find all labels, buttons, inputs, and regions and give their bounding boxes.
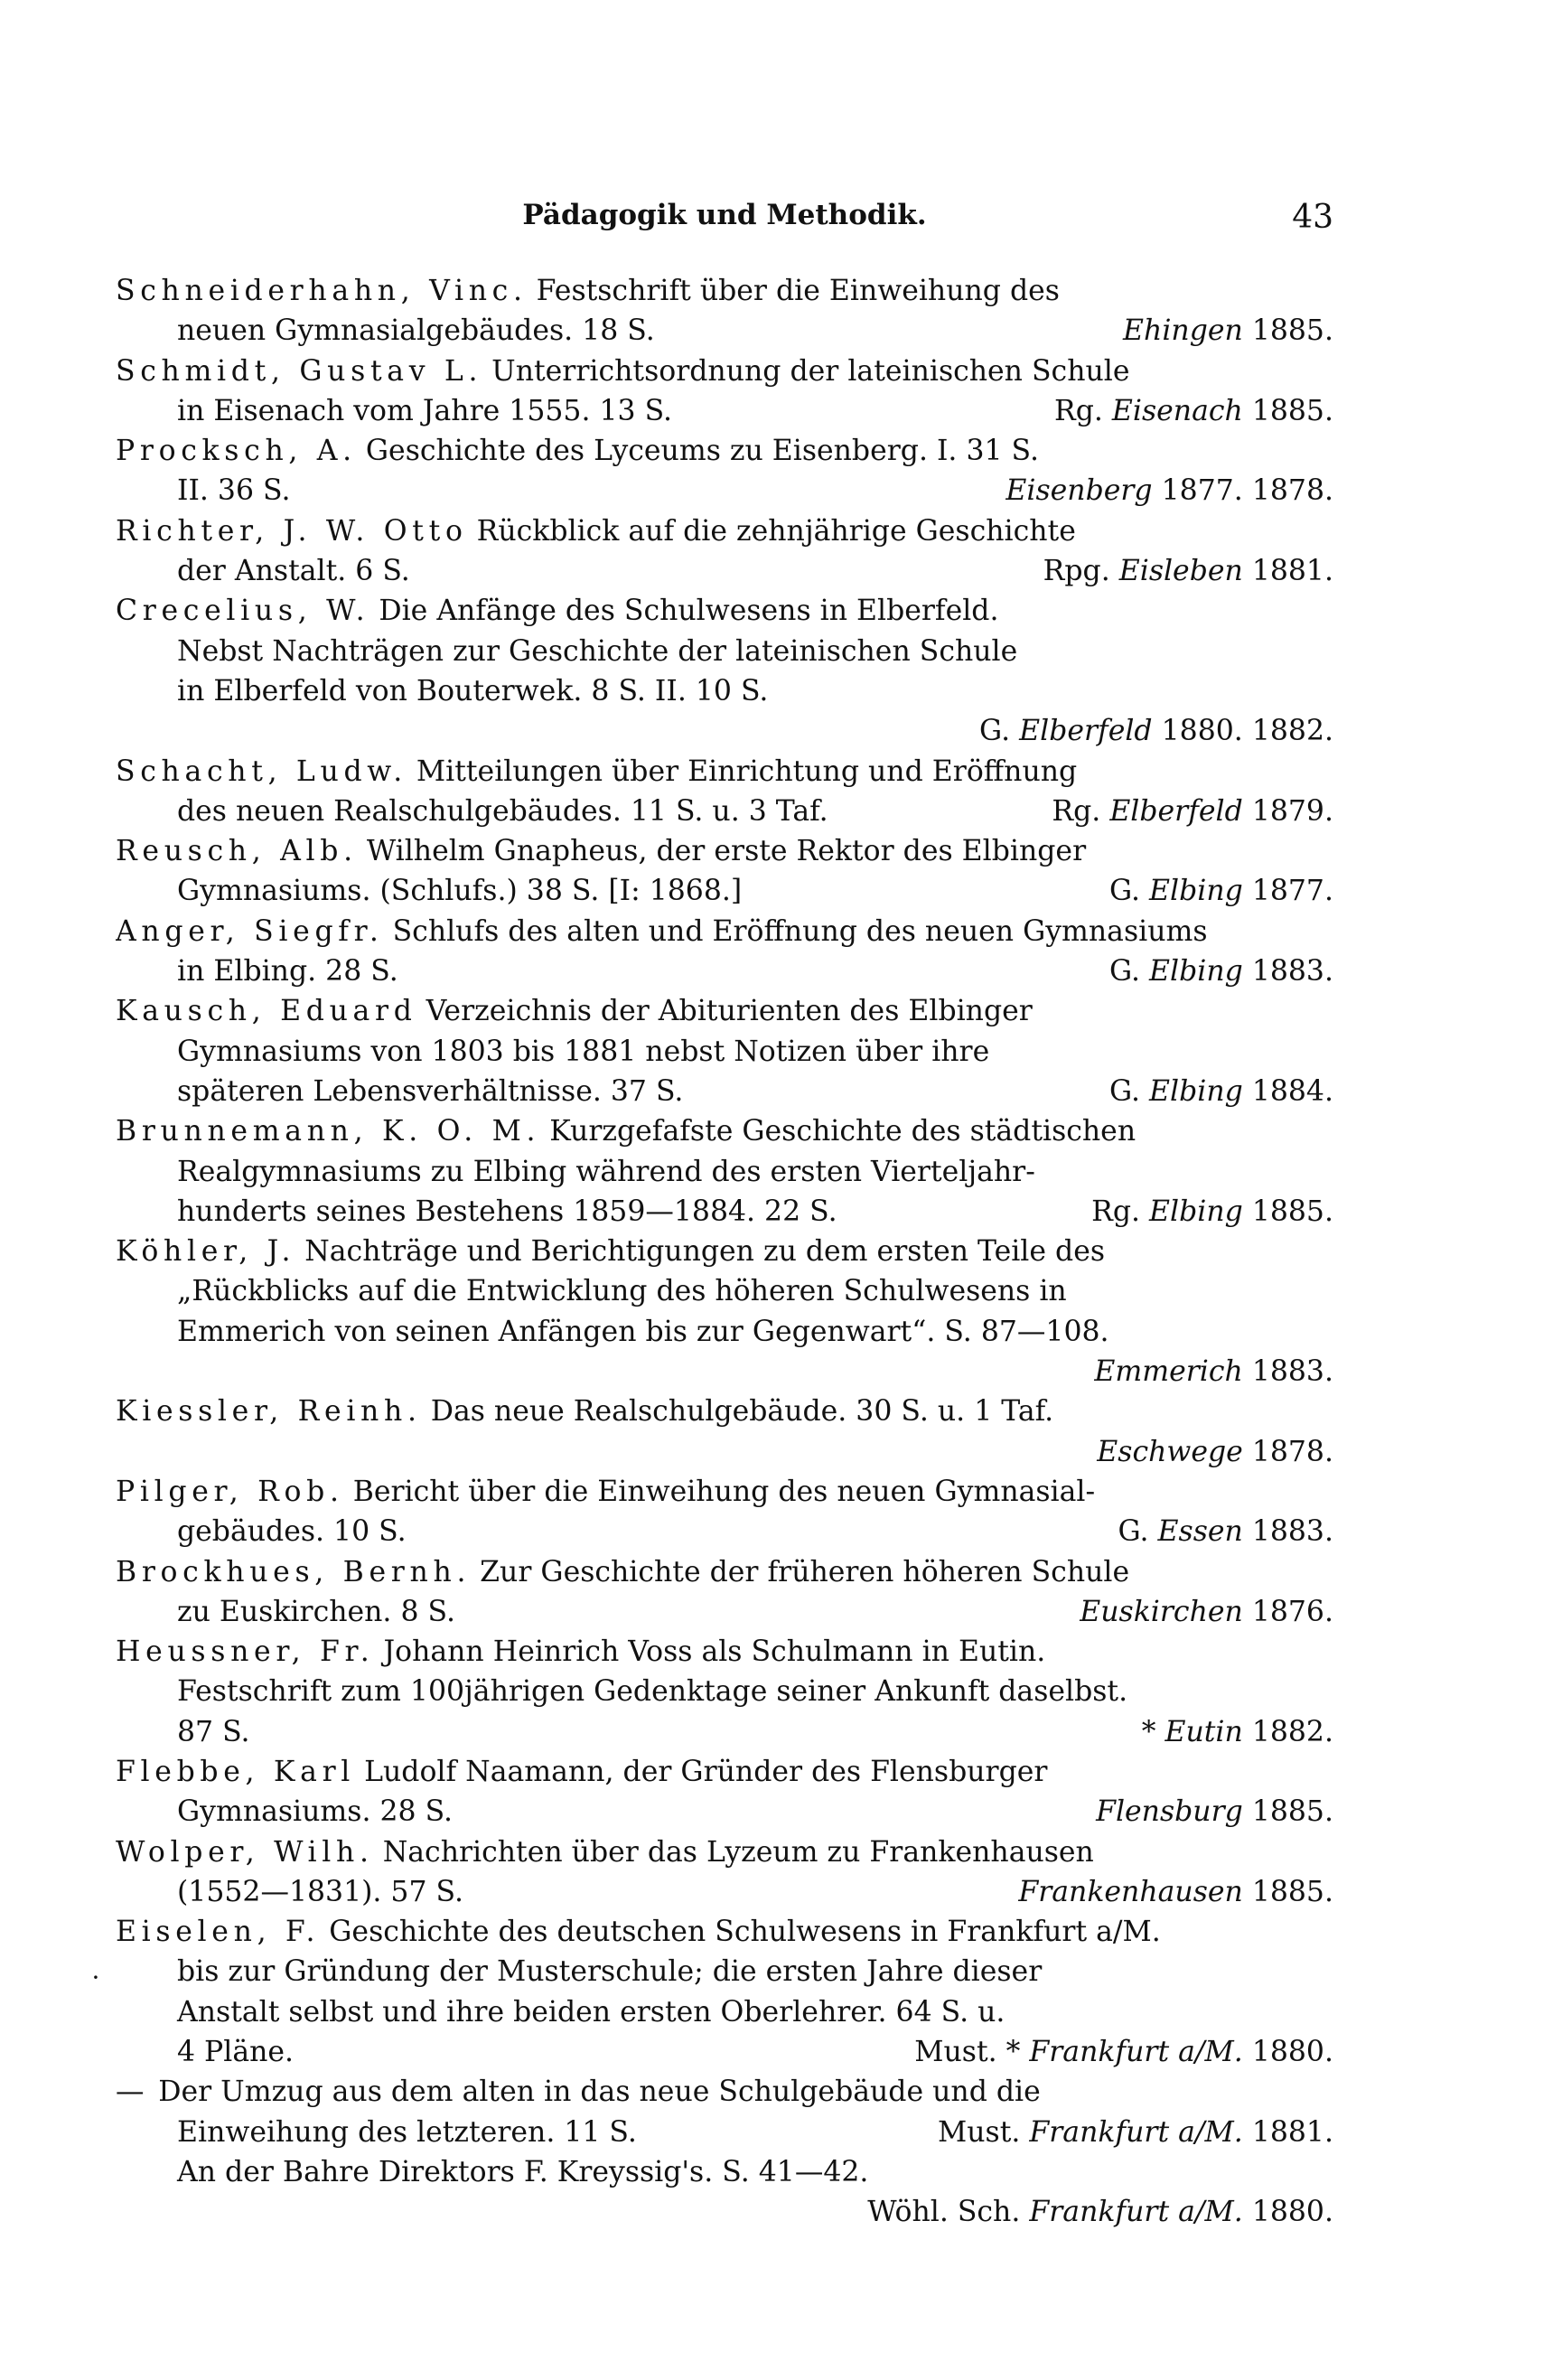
entry-first-line: [116, 1472, 1333, 1512]
entry-city: Elbing: [1149, 875, 1243, 908]
entry-continuation-line: [116, 1312, 1333, 1352]
entry-title: Die Anfänge des Schulwesens in Elberfeld.: [379, 595, 999, 628]
entry-author: Procksch, A.: [116, 435, 357, 468]
entry-year: 1877. 1878.: [1161, 474, 1333, 508]
page-number: 43: [1292, 199, 1333, 236]
entry-continuation-line: [116, 632, 1333, 671]
entry-title: Geschichte des Lyceums zu Eisenberg. I. 31 S.: [365, 435, 1040, 468]
entry-continuation-line: [116, 2192, 1333, 2232]
entry-author: Anger, Siegfr.: [116, 914, 384, 948]
entry-text: „Rückblicks auf die Entwicklung des höheren Schulwesens in: [177, 1275, 1067, 1308]
entry-source: [1142, 1712, 1333, 1752]
entry-city: Essen: [1157, 1515, 1243, 1549]
entry-author: Brunnemann, K. O. M.: [116, 1115, 541, 1148]
entry-continuation-line: [116, 391, 1333, 431]
school-type: G.: [1108, 955, 1141, 989]
entry-title: Rückblick auf die zehnjährige Geschichte: [476, 514, 1076, 548]
entry-author: Flebbe, Karl: [116, 1755, 356, 1788]
entry-text: in Elbing. 28 S.: [177, 955, 398, 989]
school-type: G.: [1108, 1074, 1141, 1108]
entry-source: [1005, 471, 1333, 511]
entry-first-line: [116, 1111, 1333, 1151]
entry-source: [1094, 1352, 1333, 1391]
school-type: G.: [1118, 1515, 1149, 1549]
entry-city: Ehingen: [1123, 314, 1243, 348]
entry-year: 1885.: [1251, 314, 1333, 348]
entry-continuation-line: [116, 1712, 1333, 1752]
entry-text: II. 36 S.: [177, 474, 291, 508]
entry-city: Elberfeld: [1019, 715, 1153, 748]
entry-source: [1109, 871, 1333, 911]
entry-source: [1097, 1432, 1333, 1472]
entry-first-line: [116, 2072, 1333, 2112]
entry-city: Frankfurt a/M.: [1029, 2115, 1243, 2149]
entry-first-line: [116, 1391, 1333, 1431]
entry-source: [1123, 311, 1333, 351]
entry-text: Festschrift zum 100jährigen Gedenktage seiner Ankunft daselbst.: [177, 1675, 1128, 1709]
entry-source: [979, 711, 1333, 751]
entry-author: Köhler, J.: [116, 1235, 296, 1269]
entry-year: 1881.: [1251, 555, 1333, 588]
entry-year: 1879.: [1251, 794, 1333, 828]
entry-year: 1880.: [1251, 2196, 1333, 2229]
entry-author: Pilger, Rob.: [116, 1475, 344, 1508]
entry-title: Wilhelm Gnapheus, der erste Rektor des Elbinger: [366, 835, 1087, 868]
entry-first-line: [116, 351, 1333, 391]
school-type: Rg.: [1052, 794, 1101, 828]
bibliography-entry: [116, 2152, 1333, 2233]
bibliography-entry: [116, 271, 1333, 351]
entry-city: Eisenberg: [1005, 474, 1153, 508]
school-type: Wöhl. Sch.: [867, 2196, 1021, 2229]
entry-year: 1883.: [1251, 1515, 1333, 1549]
entry-continuation-line: [116, 671, 1333, 711]
entry-author: Heussner, Fr.: [116, 1635, 375, 1669]
bibliography-entry: [116, 1232, 1333, 1391]
entry-author: Wolper, Wilh.: [116, 1835, 374, 1869]
school-type: Rpg.: [1043, 555, 1110, 588]
entry-first-line: [116, 831, 1333, 871]
entry-source: [938, 2113, 1333, 2152]
entry-title: Mitteilungen über Einrichtung und Eröffnung: [416, 754, 1078, 788]
entry-text: Nebst Nachträgen zur Geschichte der lateinischen Schule: [177, 634, 1018, 668]
bibliography-entry: [116, 2072, 1333, 2152]
entry-text: 4 Pläne.: [177, 2036, 295, 2069]
entry-first-line: [116, 1632, 1333, 1672]
entry-city: Eisenach: [1111, 394, 1243, 427]
bibliography-entry: [116, 1111, 1333, 1232]
entry-continuation-line: [116, 551, 1333, 591]
school-type: *: [1141, 1715, 1156, 1748]
entry-text: späteren Lebensverhältnisse. 37 S.: [177, 1074, 684, 1108]
entry-title: Verzeichnis der Abiturienten des Elbinger: [426, 995, 1033, 1028]
entry-first-line: [116, 1912, 1333, 1952]
entry-year: 1885.: [1251, 1195, 1333, 1228]
entry-city: Euskirchen: [1080, 1595, 1243, 1628]
bibliography-entry: [116, 1552, 1333, 1633]
entry-first-line: [116, 991, 1333, 1031]
entry-year: 1883.: [1251, 955, 1333, 989]
bibliography-entry: [116, 1912, 1333, 2072]
entry-year: 1885.: [1251, 1875, 1333, 1908]
entry-author: Richter, J. W. Otto: [116, 514, 468, 548]
entry-text: bis zur Gründung der Musterschule; die ersten Jahre dieser: [177, 1955, 1043, 1989]
entry-city: Elbing: [1149, 1195, 1243, 1228]
entry-continuation-line: [116, 471, 1333, 511]
bibliography-entry: [116, 1832, 1333, 1913]
school-type: Rg.: [1091, 1195, 1141, 1228]
entry-continuation-line: [116, 1432, 1333, 1472]
entry-text: (1552—1831). 57 S.: [177, 1875, 463, 1908]
entry-continuation-line: [116, 1592, 1333, 1632]
entry-title: Johann Heinrich Voss als Schulmann in Eutin.: [383, 1635, 1046, 1669]
entry-continuation-line: [116, 1032, 1333, 1072]
entry-city: Emmerich: [1094, 1355, 1243, 1389]
entry-text: des neuen Realschulgebäudes. 11 S. u. 3 Taf.: [177, 794, 828, 828]
entry-city: Frankfurt a/M.: [1029, 2036, 1243, 2069]
entry-text: Gymnasiums. (Schlufs.) 38 S. [I: 1868.]: [177, 875, 743, 908]
entry-city: Frankfurt a/M.: [1029, 2196, 1243, 2229]
bibliography-entry: [116, 431, 1333, 511]
bibliography-entry: [116, 1472, 1333, 1552]
entry-first-line: [116, 511, 1333, 551]
entry-continuation-line: [116, 1352, 1333, 1391]
entry-text: gebäudes. 10 S.: [177, 1515, 407, 1549]
entry-city: Frankenhausen: [1018, 1875, 1243, 1908]
entry-source: [1052, 792, 1333, 831]
entry-title: Festschrift über die Einweihung des: [536, 275, 1060, 307]
bibliography-entry: [116, 591, 1333, 751]
entry-title: Das neue Realschulgebäude. 30 S. u. 1 Taf.: [430, 1395, 1054, 1429]
entry-author: Brockhues, Bernh.: [116, 1555, 472, 1588]
school-type: G.: [979, 715, 1011, 748]
entry-source: [1080, 1592, 1333, 1632]
page-header: [116, 199, 1333, 246]
entry-year: 1884.: [1251, 1074, 1333, 1108]
entry-title: Der Umzug aus dem alten in das neue Schulgebäude und die: [158, 2075, 1041, 2109]
entry-continuation-line: [116, 711, 1333, 751]
entry-continuation-line: [116, 1992, 1333, 2032]
entry-continuation-line: [116, 1872, 1333, 1912]
entry-text: Anstalt selbst und ihre beiden ersten Oberlehrer. 64 S. u.: [177, 1995, 1005, 2029]
entry-first-line: [116, 2152, 1333, 2192]
margin-mark: ·: [91, 1963, 100, 1992]
entry-continuation-line: [116, 951, 1333, 991]
entry-text: Emmerich von seinen Anfängen bis zur Gegenwart“. S. 87—108.: [177, 1315, 1109, 1348]
school-type: G.: [1108, 875, 1141, 908]
entry-author: Schacht, Ludw.: [116, 754, 407, 788]
entry-first-line: [116, 591, 1333, 631]
entry-continuation-line: [116, 1952, 1333, 1991]
entry-text: 87 S.: [177, 1715, 250, 1748]
entry-title: Ludolf Naamann, der Gründer des Flensburger: [364, 1755, 1048, 1788]
entry-source: [1054, 391, 1333, 431]
entry-source: [914, 2032, 1333, 2072]
entry-text: in Eisenach vom Jahre 1555. 13 S.: [177, 394, 673, 427]
entry-text: Gymnasiums von 1803 bis 1881 nebst Notizen über ihre: [177, 1035, 990, 1068]
entry-source: [1118, 1512, 1333, 1551]
entry-continuation-line: [116, 2032, 1333, 2072]
bibliography-entry: [116, 752, 1333, 832]
entry-city: Elbing: [1149, 955, 1243, 989]
bibliography-entry: [116, 831, 1333, 912]
entry-title: Bericht über die Einweihung des neuen Gymnasial-: [352, 1475, 1096, 1508]
school-type: Must.: [937, 2115, 1021, 2149]
entry-title: An der Bahre Direktors F. Kreyssig's. S. 41—42.: [177, 2155, 869, 2188]
entry-text: Gymnasiums. 28 S.: [177, 1795, 454, 1829]
entry-city: Eisleben: [1118, 555, 1243, 588]
bibliography-entry: [116, 1632, 1333, 1752]
entry-continuation-line: [116, 2113, 1333, 2152]
entry-continuation-line: [116, 1512, 1333, 1551]
bibliography-entry: [116, 912, 1333, 992]
entry-city: Eutin: [1164, 1715, 1243, 1748]
entry-continuation-line: [116, 1192, 1333, 1232]
entry-continuation-line: [116, 1072, 1333, 1111]
entry-source: [1109, 1072, 1333, 1111]
entry-author: Reusch, Alb.: [116, 835, 358, 868]
entry-continuation-line: [116, 1672, 1333, 1711]
entry-title: Schlufs des alten und Eröffnung des neuen Gymnasiums: [392, 914, 1208, 948]
entry-source: [1096, 1792, 1333, 1832]
school-type: Must. *: [914, 2036, 1021, 2069]
entry-continuation-line: [116, 1792, 1333, 1832]
entry-year: 1878.: [1251, 1435, 1333, 1468]
entry-year: 1877.: [1251, 875, 1333, 908]
entry-year: 1882.: [1251, 1715, 1333, 1748]
entry-text: neuen Gymnasialgebäudes. 18 S.: [177, 314, 655, 348]
school-type: Rg.: [1054, 394, 1103, 427]
entry-title: Nachträge und Berichtigungen zu dem ersten Teile des: [304, 1235, 1106, 1269]
entry-continuation-line: [116, 1271, 1333, 1311]
entry-first-line: [116, 752, 1333, 792]
entry-source: [1091, 1192, 1333, 1232]
entry-source: [1043, 551, 1333, 591]
bibliography-list: [116, 271, 1333, 2233]
entry-text: der Anstalt. 6 S.: [177, 555, 410, 588]
entry-first-line: [116, 271, 1333, 311]
entry-continuation-line: [116, 311, 1333, 351]
entry-first-line: [116, 1552, 1333, 1592]
entry-year: 1880. 1882.: [1161, 715, 1333, 748]
bibliography-entry: [116, 991, 1333, 1111]
entry-year: 1883.: [1251, 1355, 1333, 1389]
entry-author: Schmidt, Gustav L.: [116, 354, 483, 388]
entry-title: Nachrichten über das Lyzeum zu Frankenhausen: [382, 1835, 1094, 1869]
entry-continuation-line: [116, 1152, 1333, 1192]
bibliography-entry: [116, 511, 1333, 592]
entry-first-line: [116, 1752, 1333, 1792]
entry-continuation-line: [116, 871, 1333, 911]
bibliography-entry: [116, 351, 1333, 432]
entry-year: 1885.: [1251, 394, 1333, 427]
running-head: Pädagogik und Methodik.: [522, 199, 927, 231]
entry-author: Crecelius, W.: [116, 595, 370, 628]
entry-source: [1109, 951, 1333, 991]
entry-year: 1885.: [1251, 1795, 1333, 1829]
entry-title: Kurzgefafste Geschichte des städtischen: [549, 1115, 1136, 1148]
bibliography-entry: [116, 1391, 1333, 1472]
entry-city: Elbing: [1149, 1074, 1243, 1108]
entry-year: 1880.: [1251, 2036, 1333, 2069]
entry-text: hunderts seines Bestehens 1859—1884. 22 S.: [177, 1195, 837, 1228]
entry-author: Schneiderhahn, Vinc.: [116, 275, 528, 307]
entry-first-line: [116, 431, 1333, 471]
entry-text: in Elberfeld von Bouterwek. 8 S. II. 10 S.: [177, 674, 769, 707]
entry-first-line: [116, 1232, 1333, 1271]
entry-first-line: [116, 912, 1333, 951]
entry-city: Elberfeld: [1109, 794, 1243, 828]
entry-source: [867, 2192, 1333, 2232]
entry-title: Unterrichtsordnung der lateinischen Schule: [491, 354, 1130, 388]
entry-source: [1018, 1872, 1333, 1912]
entry-author: Eiselen, F.: [116, 1916, 321, 1949]
entry-author: Kiessler, Reinh.: [116, 1395, 422, 1429]
entry-year: 1876.: [1251, 1595, 1333, 1628]
entry-title: Zur Geschichte der früheren höheren Schule: [480, 1555, 1130, 1588]
entry-author: —: [116, 2075, 150, 2109]
bibliography-entry: [116, 1752, 1333, 1832]
entry-text: zu Euskirchen. 8 S.: [177, 1595, 455, 1628]
entry-year: 1881.: [1251, 2115, 1333, 2149]
entry-author: Kausch, Eduard: [116, 995, 417, 1028]
entry-first-line: [116, 1832, 1333, 1872]
entry-continuation-line: [116, 792, 1333, 831]
entry-city: Flensburg: [1096, 1795, 1243, 1829]
entry-text: Einweihung des letzteren. 11 S.: [177, 2115, 637, 2149]
entry-title: Geschichte des deutschen Schulwesens in Frankfurt a/M.: [329, 1916, 1161, 1949]
entry-text: Realgymnasiums zu Elbing während des ersten Vierteljahr-: [177, 1155, 1035, 1188]
entry-city: Eschwege: [1097, 1435, 1243, 1468]
